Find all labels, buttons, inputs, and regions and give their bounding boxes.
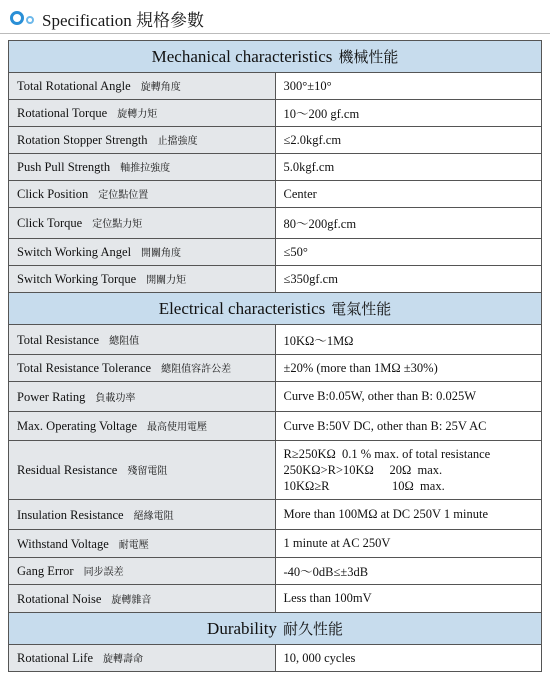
spec-name-cell bbox=[9, 181, 276, 208]
spec-name-cn: 開關力矩 bbox=[146, 275, 187, 286]
spec-value: -40～0dB≤±3dB bbox=[275, 558, 542, 585]
section-title: Durability bbox=[207, 619, 277, 638]
spec-value: ≤350gf.cm bbox=[275, 266, 542, 293]
title-divider bbox=[0, 33, 550, 34]
table-row bbox=[9, 355, 542, 382]
spec-value: ≤50° bbox=[275, 239, 542, 266]
page-title: Specification 規格參數 bbox=[42, 10, 204, 30]
spec-name: Click Position bbox=[17, 187, 89, 201]
specification-table bbox=[8, 40, 542, 672]
spec-name-cell bbox=[9, 154, 276, 181]
spec-value: ±20% (more than 1MΩ ±30%) bbox=[275, 355, 542, 382]
bullet-circles-icon bbox=[8, 8, 36, 28]
section-header-mechanical bbox=[9, 41, 542, 73]
table-row bbox=[9, 500, 542, 530]
section-header-durability bbox=[9, 613, 542, 645]
spec-name: Click Torque bbox=[17, 216, 83, 230]
spec-name-cell bbox=[9, 645, 276, 672]
spec-value: 5.0kgf.cm bbox=[275, 154, 542, 181]
spec-name: Rotation Stopper Strength bbox=[17, 133, 148, 147]
table-row bbox=[9, 412, 542, 441]
spec-name-cn: 旋轉力矩 bbox=[117, 109, 158, 120]
spec-name-cn: 旋轉角度 bbox=[140, 82, 181, 93]
table-row bbox=[9, 208, 542, 239]
section-title: Electrical characteristics bbox=[158, 299, 326, 318]
spec-name: Insulation Resistance bbox=[17, 507, 124, 522]
spec-name-cn: 同步誤差 bbox=[83, 567, 124, 578]
spec-name-cn: 旋轉壽命 bbox=[103, 654, 144, 665]
spec-name-cn: 總阻值 bbox=[109, 335, 140, 347]
section-title: Mechanical characteristics bbox=[151, 47, 333, 66]
table-row bbox=[9, 325, 542, 355]
spec-name-cell bbox=[9, 500, 276, 530]
spec-name: Rotational Noise bbox=[17, 591, 102, 606]
spec-name: Total Rotational Angle bbox=[17, 79, 131, 93]
section-header-electrical bbox=[9, 293, 542, 325]
table-row bbox=[9, 154, 542, 181]
spec-value: 80～200gf.cm bbox=[275, 208, 542, 239]
bullet-circle-small-icon bbox=[26, 16, 34, 24]
spec-name-cell bbox=[9, 127, 276, 154]
residual-line: 250KΩ>R>10KΩ 20Ω max. bbox=[283, 463, 443, 477]
spec-name-cn: 定位點力矩 bbox=[92, 219, 143, 230]
table-row bbox=[9, 239, 542, 266]
spec-name-cn: 負載功率 bbox=[95, 392, 136, 404]
spec-name-cell bbox=[9, 208, 276, 239]
spec-name-cn: 開關角度 bbox=[141, 248, 182, 259]
table-row bbox=[9, 558, 542, 585]
bullet-circle-large-icon bbox=[10, 11, 24, 25]
spec-name-cn: 旋轉雜音 bbox=[111, 594, 152, 606]
table-row bbox=[9, 73, 542, 100]
spec-name-cell bbox=[9, 355, 276, 382]
spec-name: Switch Working Torque bbox=[17, 272, 137, 286]
spec-value: 10, 000 cycles bbox=[275, 645, 542, 672]
spec-name: Max. Operating Voltage bbox=[17, 419, 138, 433]
residual-line: R≥250KΩ 0.1 % max. of total resistance bbox=[283, 447, 491, 461]
spec-name-cn: 殘留電阻 bbox=[127, 466, 168, 477]
table-row bbox=[9, 266, 542, 293]
spec-value: 300°±10° bbox=[275, 73, 542, 100]
spec-name: Rotational Torque bbox=[17, 106, 108, 120]
table-row bbox=[9, 100, 542, 127]
spec-value: ≤2.0kgf.cm bbox=[275, 127, 542, 154]
spec-value: Center bbox=[275, 181, 542, 208]
spec-name-cn: 軸推拉強度 bbox=[120, 163, 171, 174]
spec-name-cn: 耐電壓 bbox=[118, 539, 149, 551]
spec-name: Residual Resistance bbox=[17, 463, 118, 477]
spec-name: Switch Working Angel bbox=[17, 245, 132, 259]
spec-name: Total Resistance Tolerance bbox=[17, 361, 152, 375]
spec-name: Rotational Life bbox=[17, 651, 94, 665]
spec-value: Curve B:50V DC, other than B: 25V AC bbox=[275, 412, 542, 441]
section-title-cn: 耐久性能 bbox=[282, 620, 343, 638]
table-row bbox=[9, 530, 542, 558]
spec-name-cell bbox=[9, 266, 276, 293]
table-row bbox=[9, 645, 542, 672]
table-row bbox=[9, 441, 542, 500]
spec-name-cell bbox=[9, 382, 276, 412]
spec-name-cell bbox=[9, 558, 276, 585]
spec-name-cn: 止擋強度 bbox=[157, 136, 198, 147]
spec-name-cn: 絕緣電阻 bbox=[133, 510, 174, 522]
spec-name-cell bbox=[9, 73, 276, 100]
spec-name-cell bbox=[9, 100, 276, 127]
spec-name-cn: 定位點位置 bbox=[98, 190, 149, 201]
spec-name-cell bbox=[9, 412, 276, 441]
section-title-cn: 機械性能 bbox=[338, 48, 399, 66]
spec-value-multiline bbox=[275, 441, 542, 500]
spec-value: 10～200 gf.cm bbox=[275, 100, 542, 127]
spec-value: Curve B:0.05W, other than B: 0.025W bbox=[275, 382, 542, 412]
table-row bbox=[9, 382, 542, 412]
spec-name-cell bbox=[9, 239, 276, 266]
spec-name: Withstand Voltage bbox=[17, 536, 109, 551]
spec-name-cell bbox=[9, 325, 276, 355]
spec-value: Less than 100mV bbox=[275, 585, 542, 613]
page-header bbox=[8, 5, 204, 31]
spec-name-cn: 最高使用電壓 bbox=[147, 422, 208, 433]
section-title-cn: 電氣性能 bbox=[331, 300, 392, 318]
spec-name: Power Rating bbox=[17, 389, 86, 404]
spec-name: Gang Error bbox=[17, 564, 74, 578]
spec-name-cell bbox=[9, 530, 276, 558]
spec-name-cell bbox=[9, 585, 276, 613]
table-row bbox=[9, 181, 542, 208]
spec-name-cn: 總阻值容許公差 bbox=[161, 364, 232, 375]
spec-value: More than 100MΩ at DC 250V 1 minute bbox=[275, 500, 542, 530]
table-row bbox=[9, 127, 542, 154]
spec-value: 10KΩ～1MΩ bbox=[275, 325, 542, 355]
table-row bbox=[9, 585, 542, 613]
spec-name: Total Resistance bbox=[17, 332, 100, 347]
spec-name-cell bbox=[9, 441, 276, 500]
residual-line: 10KΩ≥R 10Ω max. bbox=[283, 479, 445, 493]
spec-name: Push Pull Strength bbox=[17, 160, 111, 174]
spec-value: 1 minute at AC 250V bbox=[275, 530, 542, 558]
